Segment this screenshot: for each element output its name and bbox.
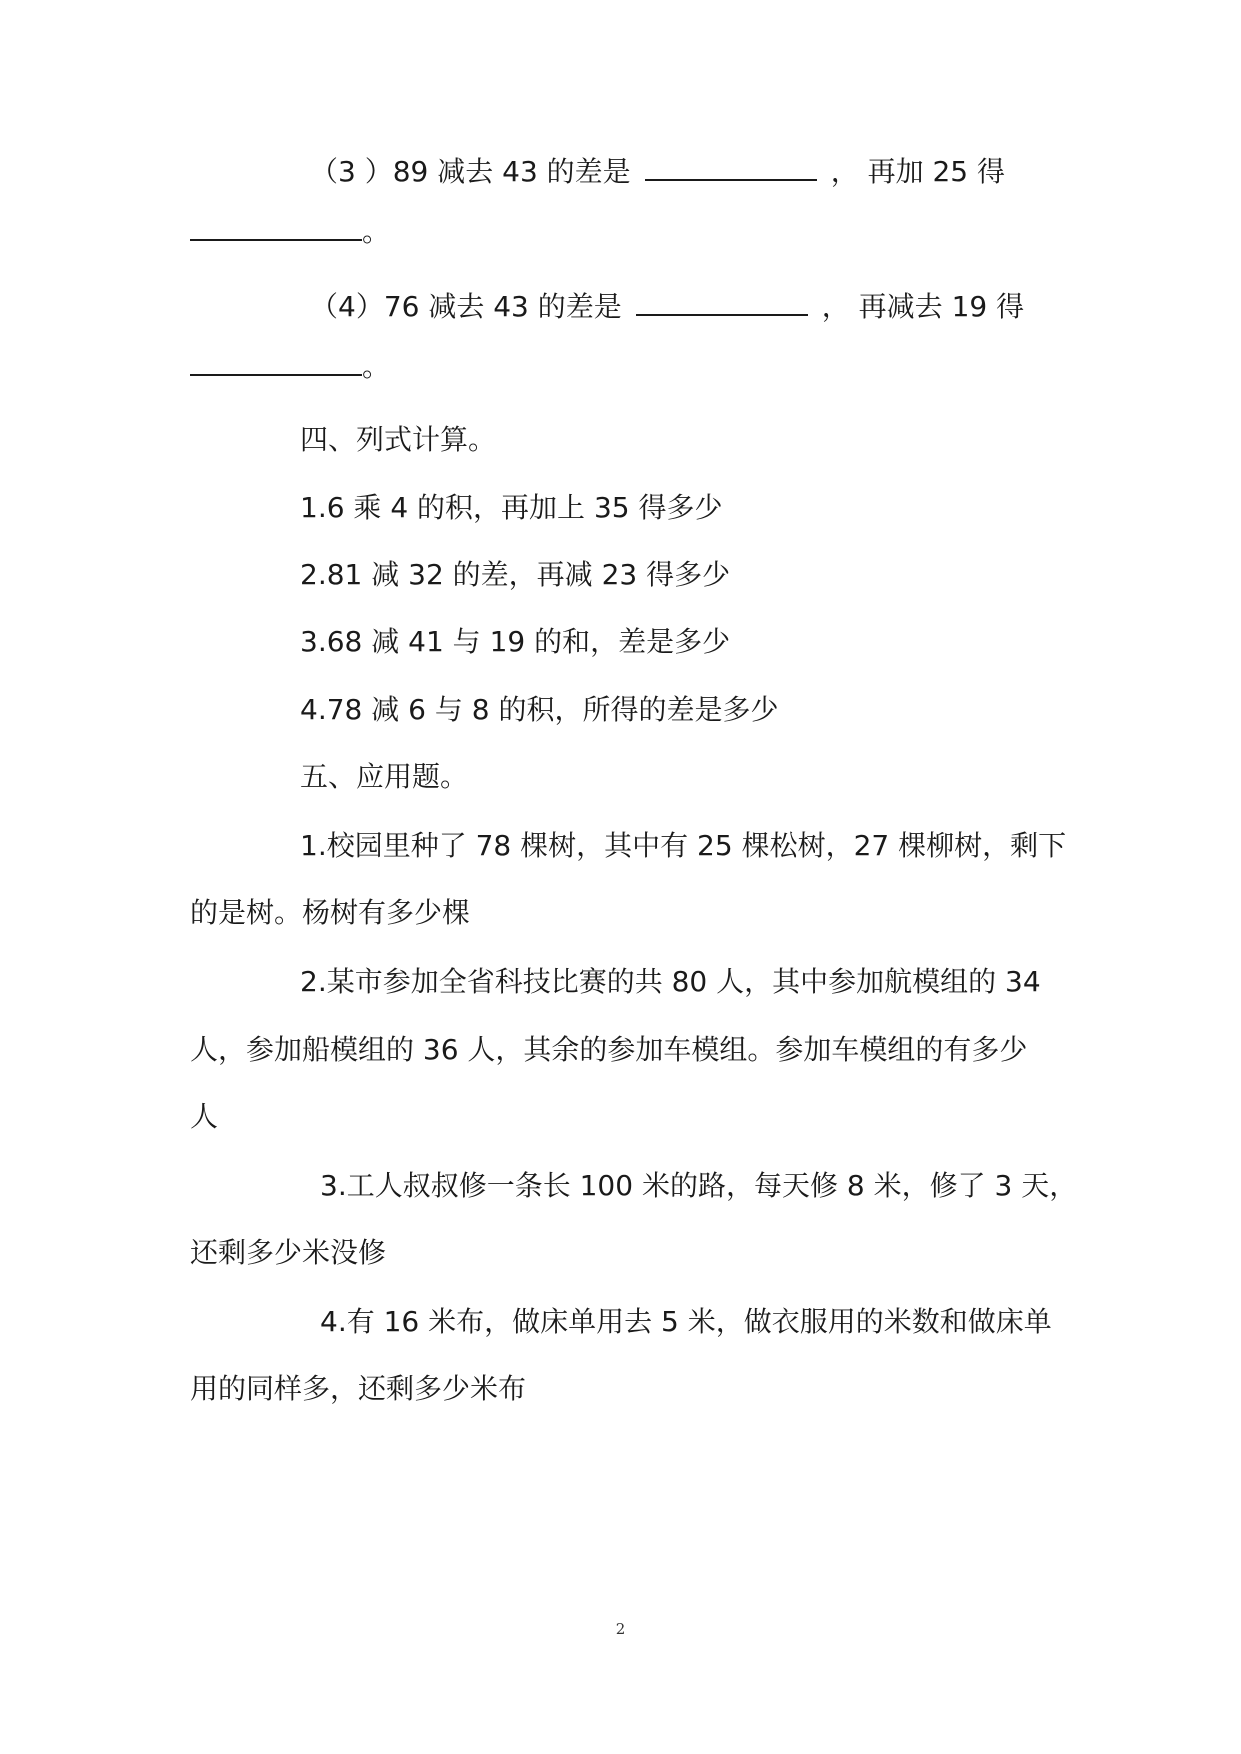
fill-blank-4-end: 。 xyxy=(362,350,391,383)
answer-blank[interactable] xyxy=(645,153,817,181)
fill-blank-4-prefix: （4）76 减去 43 的差是 xyxy=(310,290,622,323)
problem-3-line1: 3.工人叔叔修一条长 100 米的路，每天修 8 米，修了 3 天， xyxy=(320,1169,1078,1202)
problem-1-line1: 1.校园里种了 78 棵树，其中有 25 棵松树，27 棵柳树，剩下 xyxy=(300,829,1067,862)
fill-blank-4-line2 xyxy=(190,347,390,387)
problem-3-line2: 还剩多少米没修 xyxy=(190,1236,387,1269)
answer-blank[interactable] xyxy=(636,288,808,316)
section4-item: 2.81 减 32 的差，再减 23 得多少 xyxy=(300,558,731,591)
problem-4-line1: 4.有 16 米布，做床单用去 5 米，做衣服用的米数和做床单 xyxy=(320,1305,1052,1338)
section5-heading: 五、应用题。 xyxy=(300,760,469,793)
fill-blank-3-line2 xyxy=(190,212,390,252)
fill-blank-3-end: 。 xyxy=(362,215,391,248)
problem-2-line2: 人，参加船模组的 36 人，其余的参加车模组。参加车模组的有多少 xyxy=(190,1033,1028,1066)
problem-4-line2: 用的同样多，还剩多少米布 xyxy=(190,1372,527,1405)
fill-blank-4-line1 xyxy=(310,287,1024,327)
answer-blank[interactable] xyxy=(190,348,362,376)
section4-item: 4.78 减 6 与 8 的积，所得的差是多少 xyxy=(300,693,779,726)
section4-heading: 四、列式计算。 xyxy=(300,423,497,456)
fill-blank-3-middle: ， 再加 25 得 xyxy=(830,155,1006,188)
problem-1-line2: 的是树。杨树有多少棵 xyxy=(190,896,471,929)
fill-blank-3-prefix: （3 ）89 减去 43 的差是 xyxy=(310,155,631,188)
problem-2-line1: 2.某市参加全省科技比赛的共 80 人，其中参加航模组的 34 xyxy=(300,965,1041,998)
section4-item: 3.68 减 41 与 19 的和，差是多少 xyxy=(300,625,731,658)
answer-blank[interactable] xyxy=(190,213,362,241)
fill-blank-4-middle: ， 再减去 19 得 xyxy=(821,290,1025,323)
problem-2-line3: 人 xyxy=(190,1100,219,1133)
page-number: 2 xyxy=(615,1620,626,1638)
section4-item: 1.6 乘 4 的积，再加上 35 得多少 xyxy=(300,491,723,524)
fill-blank-3-line1 xyxy=(310,152,1005,192)
